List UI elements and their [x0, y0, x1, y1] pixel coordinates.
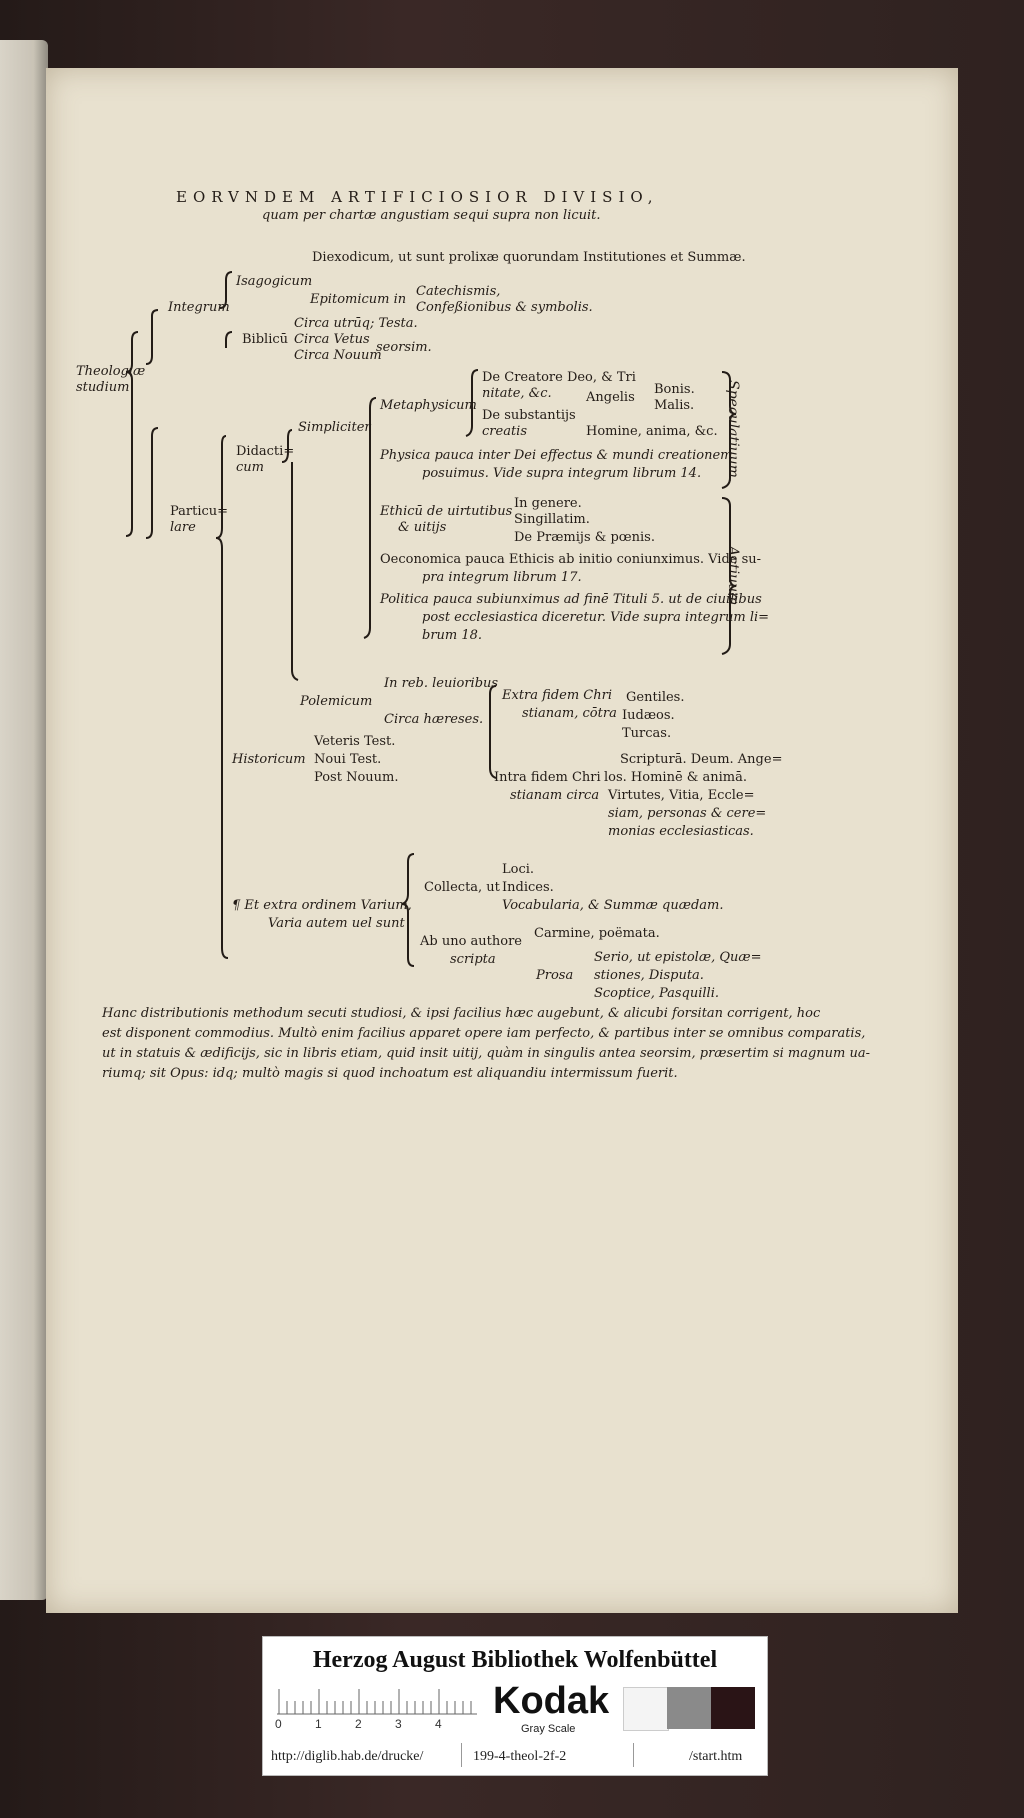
node-oeconomica-2: pra integrum librum 17. [422, 570, 582, 585]
node-scripturam-4: siam, personas & cere= [608, 806, 767, 821]
label-actiuum: Actiuum. [725, 546, 741, 610]
node-carmine: Carmine, poëmata. [534, 926, 660, 941]
node-didacticum-2: cum [236, 460, 264, 475]
paragraph-line-1: Hanc distributionis methodum secuti studiosi, & ipsi facilius hæc augebunt, & alicubi forsitan corrigent, hoc [102, 1006, 821, 1021]
node-homine: Homine, anima, &c. [586, 424, 718, 439]
node-politica-1: Politica pauca subiunximus ad finē Tituli 5. ut de ciuilibus [380, 592, 762, 607]
scale-number-0: 0 [275, 1717, 282, 1731]
heading-title: EORVNDEM ARTIFICIOSIOR DIVISIO, [176, 188, 659, 206]
node-polemicum: Polemicum [300, 694, 373, 709]
node-epitomicum: Epitomicum in [310, 292, 407, 307]
scale-number-4: 4 [435, 1717, 442, 1731]
node-post-nouum: Post Nouum. [314, 770, 399, 785]
left-page-edge [0, 40, 48, 1600]
node-biblicum: Biblicū [242, 332, 289, 347]
node-bonis: Bonis. [654, 382, 695, 397]
node-circa-vetus: Circa Vetus [294, 332, 370, 347]
node-singillatim: Singillatim. [514, 512, 590, 527]
node-studium: studium [76, 380, 130, 395]
book-page [46, 68, 958, 1613]
node-circa-utrumque: Circa utrūq; Testa. [294, 316, 418, 331]
node-de-substantiis-1: De substantijs [482, 408, 576, 423]
node-intra-fidem-1: Intra fidem Chri [494, 770, 601, 785]
node-ab-uno-2: scripta [450, 952, 496, 967]
node-oeconomica-1: Oeconomica pauca Ethicis ab initio coniunximus. Vide su- [380, 552, 762, 567]
node-simpliciter: Simpliciter [298, 420, 371, 435]
library-name: Herzog August Bibliothek Wolfenbüttel [312, 1647, 718, 1673]
ruler-scale [277, 1685, 477, 1715]
node-noui: Noui Test. [314, 752, 382, 767]
node-physica-1: Physica pauca inter Dei effectus & mundi creationem [380, 448, 733, 463]
node-serio-2: stiones, Disputa. [594, 968, 704, 983]
node-intra-fidem-2: stianam circa [510, 788, 600, 803]
label-speculatiuum: Speculatiuum. [725, 380, 741, 483]
node-de-creatore-1: De Creatore Deo, & Tri [482, 370, 636, 385]
node-physica-2: posuimus. Vide supra integrum librum 14. [422, 466, 702, 481]
node-serio-1: Serio, ut epistolæ, Quæ= [594, 950, 762, 965]
node-scripturam-2: los. Hominē & animā. [604, 770, 747, 785]
node-in-genere: In genere. [514, 496, 582, 511]
node-ethicum-2: & uitijs [398, 520, 447, 535]
node-historicum: Historicum [232, 752, 306, 767]
node-theologiae: Theologiæ [76, 364, 146, 379]
gray-swatch-mid [667, 1687, 711, 1729]
node-indices: Indices. [502, 880, 554, 895]
scale-number-3: 3 [395, 1717, 402, 1731]
url-base: http://diglib.hab.de/drucke/ [271, 1749, 424, 1764]
node-gentiles: Gentiles. [626, 690, 685, 705]
node-ethicum-1: Ethicū de uirtutibus [380, 504, 513, 519]
node-isagogicum: Isagogicum [236, 274, 313, 289]
kodak-logo: Kodak [493, 1680, 610, 1722]
node-malis: Malis. [654, 398, 695, 413]
scale-number-2: 2 [355, 1717, 362, 1731]
library-scale-card [262, 1636, 768, 1776]
heading-subtitle: quam per chartæ angustiam sequi supra non licuit. [262, 208, 601, 223]
node-politica-2: post ecclesiastica diceretur. Vide supra integrum li= [422, 610, 770, 625]
node-angelis: Angelis [586, 390, 635, 405]
node-catechismis: Catechismis, [416, 284, 501, 299]
node-extra-ordinem-2: Varia autem uel sunt [268, 916, 405, 931]
paragraph-line-3: ut in statuis & ædificijs, sic in libris etiam, quid insit uitij, quàm in singulis antea seorsim, præsertim si magnum ua- [102, 1046, 871, 1061]
node-vocabularia: Vocabularia, & Summæ quædam. [502, 898, 724, 913]
paragraph-line-4: riumq; sit Opus: idq; multò magis si quod inchoatum est aliquandiu intermissum fuerit. [102, 1066, 678, 1081]
node-circa-haereses: Circa hæreses. [384, 712, 484, 727]
node-extra-fidem-2: stianam, cōtra [522, 706, 617, 721]
node-extra-ordinem-1: ¶ Et extra ordinem Varium, [232, 898, 412, 913]
node-particulare-2: lare [170, 520, 196, 535]
node-confessionibus: Confeßionibus & symbolis. [416, 300, 593, 315]
node-scripturam-1: Scripturā. Deum. Ange= [620, 752, 783, 767]
gray-swatch-white [623, 1687, 669, 1731]
gray-scale-label: Gray Scale [521, 1723, 576, 1735]
node-metaphysicum: Metaphysicum [380, 398, 477, 413]
node-seorsim: seorsim. [376, 340, 432, 355]
node-in-reb-leuioribus: In reb. leuioribus [384, 676, 499, 691]
url-separator [461, 1743, 462, 1767]
node-politica-3: brum 18. [422, 628, 483, 643]
node-serio-3: Scoptice, Pasquilli. [594, 986, 719, 1001]
node-didacticum-1: Didacti= [236, 444, 295, 459]
node-iudaeos: Iudæos. [622, 708, 675, 723]
node-de-substantiis-2: creatis [482, 424, 527, 439]
node-extra-fidem-1: Extra fidem Chri [502, 688, 612, 703]
node-prosa: Prosa [536, 968, 574, 983]
url-id: 199-4-theol-2f-2 [473, 1749, 567, 1764]
gray-swatch-dark [711, 1687, 755, 1729]
node-scripturam-5: monias ecclesiasticas. [608, 824, 754, 839]
url-separator [633, 1743, 634, 1767]
url-end: /start.htm [689, 1749, 743, 1764]
node-particulare-1: Particu= [170, 504, 229, 519]
node-veteris: Veteris Test. [314, 734, 396, 749]
node-loci: Loci. [502, 862, 535, 877]
node-de-praemiis: De Præmijs & pœnis. [514, 530, 655, 545]
node-turcas: Turcas. [622, 726, 672, 741]
node-de-creatore-2: nitate, &c. [482, 386, 552, 401]
node-integrum: Integrum [168, 300, 230, 315]
node-ab-uno-1: Ab uno authore [420, 934, 523, 949]
node-scripturam-3: Virtutes, Vitia, Eccle= [608, 788, 755, 803]
node-collecta: Collecta, ut [424, 880, 500, 895]
node-circa-nouum: Circa Nouum [294, 348, 382, 363]
paragraph-line-2: est disponent commodius. Multò enim facilius apparet opere iam perfecto, & partibus inter se omnibus comparatis, [102, 1026, 866, 1041]
scale-number-1: 1 [315, 1717, 322, 1731]
node-diexodicum: Diexodicum, ut sunt prolixæ quorundam Institutiones et Summæ. [312, 250, 746, 265]
